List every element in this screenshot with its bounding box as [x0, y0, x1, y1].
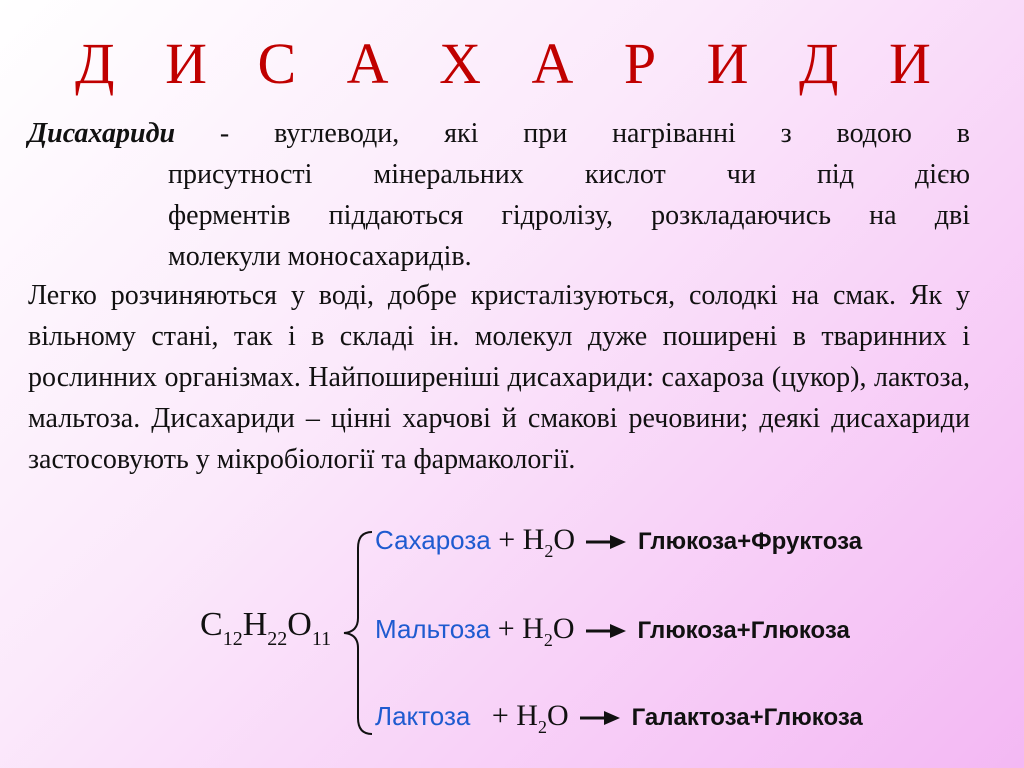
definition-term: Дисахариди [28, 118, 176, 149]
description-paragraph: Легко розчиняються у воді, добре кристалізуються, солодкі на смак. Як у вільному стані, так і в складі ін. молекул дуже поширені в тваринних і рослинних організмах. Найпоширеніші дисахариди: сахароза (цукор), лактоза, мальтоза. Дисахариди – цінні харчові й смакові речовини; деякі дисахариди застосовують у мікробіології та фармакології. [28, 280, 970, 475]
definition-text-start: - вуглеводи, які при нагріванні з водою в [175, 118, 970, 149]
water-term: + $H_2O$ [497, 612, 575, 650]
formula-oxygen-count: 11 [311, 628, 332, 650]
definition-line: молекули моносахаридів. [168, 241, 472, 272]
formula-carbon-count: 12 [222, 628, 243, 650]
formula-carbon: C [200, 606, 223, 643]
reactant-name: Мальтоза [375, 614, 491, 644]
arrow-right-icon [584, 532, 628, 552]
definition-line: присутності мінеральних кислот чи під дією [168, 159, 970, 190]
formula-oxygen: O [287, 606, 312, 643]
reaction-products: Галактоза+Глюкоза [631, 704, 863, 731]
water-term: + $H_2O$ [491, 699, 569, 737]
arrow-right-icon [578, 708, 622, 728]
reaction-row [375, 698, 863, 745]
formula-hydrogen-count: 22 [267, 628, 288, 650]
arrow-right-icon [584, 621, 628, 641]
molecular-formula [200, 605, 331, 659]
definition-paragraph [28, 113, 970, 277]
reaction-row [375, 522, 862, 569]
curly-brace-icon [338, 528, 378, 738]
water-term: + $H_2O$ [498, 523, 575, 561]
reaction-row [375, 611, 850, 658]
page-title: Д И С А Х А Р И Д И [75, 31, 949, 96]
reactant-name: Сахароза [375, 525, 491, 555]
definition-line: ферментів піддаються гідролізу, розкладаючись на дві [168, 200, 970, 231]
reaction-products: Глюкоза+Фруктоза [637, 528, 863, 555]
reaction-products: Глюкоза+Глюкоза [637, 617, 850, 644]
formula-hydrogen: H [242, 606, 268, 643]
reactant-name: Лактоза [375, 701, 471, 731]
definition-first-line [28, 113, 970, 154]
